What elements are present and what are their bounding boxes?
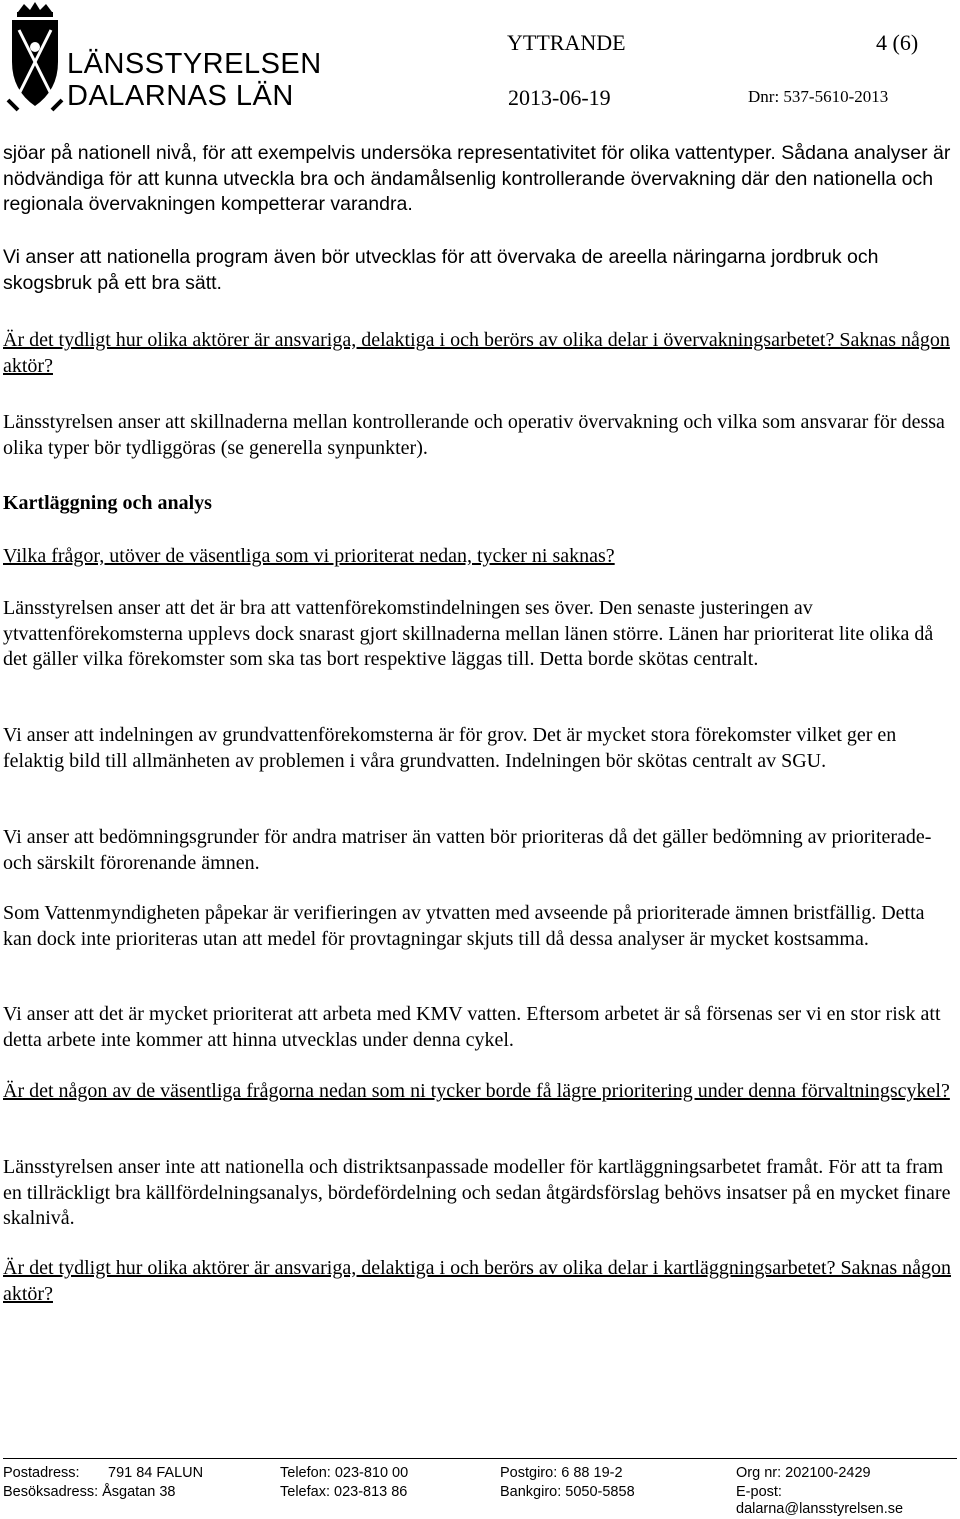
footer-postadress-value: 791 84 FALUN xyxy=(108,1465,204,1481)
footer-epost-label: E-post: xyxy=(736,1484,782,1500)
footer-telefax: Telefax: 023-813 86 xyxy=(280,1484,408,1500)
question-underlined: Är det någon av de väsentliga frågorna nedan som ni tycker borde få lägre prioritering under denna förvaltningscykel? xyxy=(3,1080,950,1102)
org-name-line1: LÄNSSTYRELSEN xyxy=(67,48,322,80)
footer-besoksadress: Besöksadress: Åsgatan 38 xyxy=(3,1484,176,1500)
question-underlined: Är det tydligt hur olika aktörer är ansvariga, delaktiga i och berörs av olika delar i kartläggningsarbetet? Saknas någon aktör? xyxy=(3,1257,952,1305)
paragraph: Vi anser att indelningen av grundvattenförekomsterna är för grov. Det är mycket stora förekomster vilket ger en felaktig bild till allmänheten av problemen i våra grundvatten. Indelningen bör skötas centralt av SGU. xyxy=(3,724,897,772)
lansstyrelsen-logo xyxy=(4,2,322,114)
document-dnr: Dnr: 537-5610-2013 xyxy=(748,87,889,106)
footer-epost-value: dalarna@lansstyrelsen.se xyxy=(736,1501,904,1517)
footer-postadress-label: Postadress: xyxy=(3,1465,80,1481)
footer-orgnr: Org nr: 202100-2429 xyxy=(736,1465,871,1481)
paragraph: Länsstyrelsen anser att det är bra att vattenförekomstindelningen ses över. Den senaste justeringen av ytvattenförekomsterna upplevs dock snarast gjort skillnaderna mellan länen större. Länen har prioriterat lite olika då det gäller vilka förekomster som ska tas bort respektive läggas till. Detta borde skötas centralt. xyxy=(3,597,934,671)
paragraph: Vi anser att nationella program även bör utvecklas för att övervaka de areella näringarna jordbruk och skogsbruk på ett bra sätt. xyxy=(3,246,879,294)
footer-telefon: Telefon: 023-810 00 xyxy=(280,1465,409,1481)
paragraph: Länsstyrelsen anser att skillnaderna mellan kontrollerande och operativ övervakning och vilka som ansvarar för dessa olika typer bör tydliggöras (se generella synpunkter). xyxy=(3,411,945,459)
paragraph: Som Vattenmyndigheten påpekar är verifieringen av ytvatten med avseende på prioriterade ämnen bristfällig. Detta kan dock inte prioriteras utan att medel för provtagningar skjuts till då dessa analyser är mycket kostsamma. xyxy=(3,902,925,950)
question-underlined: Vilka frågor, utöver de väsentliga som vi prioriterat nedan, tycker ni saknas? xyxy=(3,545,615,567)
paragraph: Vi anser att bedömningsgrunder för andra matriser än vatten bör prioriteras då det gäller bedömning av prioriterade- och särskilt förorenande ämnen. xyxy=(3,826,932,874)
crown-shield-emblem-icon xyxy=(4,2,66,114)
paragraph: Länsstyrelsen anser inte att nationella och distriktsanpassade modeller för kartläggningsarbetet framåt. För att ta fram en tillräckligt bra källfördelningsanalys, bördefördelning och sedan åtgärdsförslag behövs insatser på en mycket finare skalnivå. xyxy=(3,1156,951,1230)
section-heading: Kartläggning och analys xyxy=(3,492,212,514)
question-underlined: Är det tydligt hur olika aktörer är ansvariga, delaktiga i och berörs av olika delar i övervakningsarbetet? Saknas någon aktör? xyxy=(3,329,950,377)
footer-bankgiro: Bankgiro: 5050-5858 xyxy=(500,1484,635,1500)
document-type: YTTRANDE xyxy=(507,30,626,55)
footer-postgiro: Postgiro: 6 88 19-2 xyxy=(500,1465,623,1481)
org-name-line2: DALARNAS LÄN xyxy=(67,80,294,112)
page-number: 4 (6) xyxy=(876,30,919,55)
paragraph: sjöar på nationell nivå, för att exempelvis undersöka representativitet för olika vattentyper. Sådana analyser är nödvändiga för att kunna utveckla bra och ändamålsenlig kontrollerande övervakning där den nationella och regionala övervakningen kompetterar varandra. xyxy=(3,142,951,216)
footer-divider xyxy=(3,1458,957,1459)
paragraph: Vi anser att det är mycket prioriterat att arbeta med KMV vatten. Eftersom arbetet är så försenas ser vi en stor risk att detta arbete inte kommer att hinna utvecklas under denna cykel. xyxy=(3,1003,941,1051)
document-date: 2013-06-19 xyxy=(508,85,611,110)
